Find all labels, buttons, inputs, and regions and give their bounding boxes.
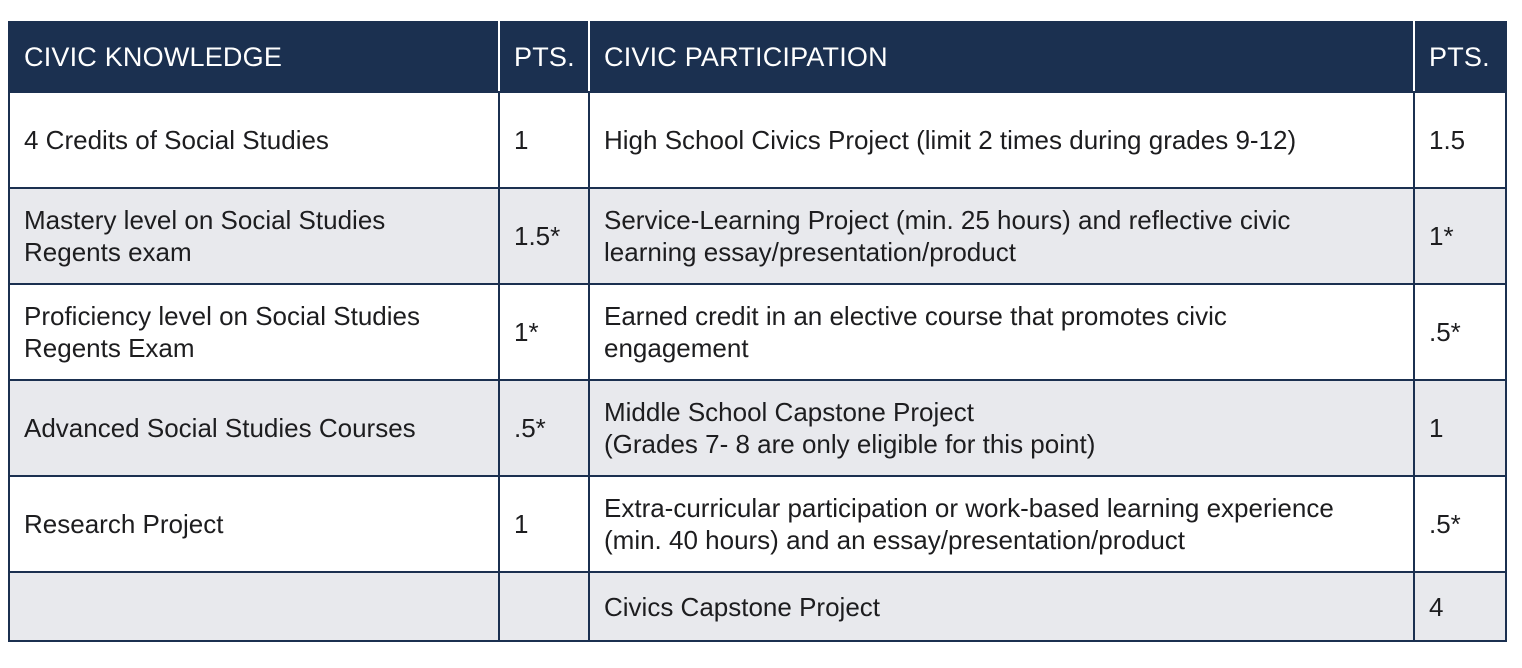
participation-cell: Service-Learning Project (min. 25 hours) and reflective civic learning essay/presentation/product: [589, 188, 1414, 284]
table-header-row: [9, 22, 1506, 92]
table-row: [9, 284, 1506, 380]
table-row: [9, 476, 1506, 572]
participation-cell: Earned credit in an elective course that promotes civic engagement: [589, 284, 1414, 380]
knowledge-cell: 4 Credits of Social Studies: [9, 92, 499, 188]
knowledge-cell: Research Project: [9, 476, 499, 572]
knowledge-points-cell: 1: [499, 476, 589, 572]
knowledge-points-cell: 1*: [499, 284, 589, 380]
table-row: [9, 92, 1506, 188]
header-civic-knowledge: CIVIC KNOWLEDGE: [9, 22, 499, 92]
header-knowledge-points: PTS.: [499, 22, 589, 92]
participation-cell: Extra-curricular participation or work-based learning experience (min. 40 hours) and an essay/presentation/product: [589, 476, 1414, 572]
participation-points-cell: 1*: [1414, 188, 1506, 284]
participation-points-cell: .5*: [1414, 476, 1506, 572]
knowledge-points-cell: [499, 572, 589, 641]
table-row: [9, 572, 1506, 641]
participation-points-cell: .5*: [1414, 284, 1506, 380]
participation-points-cell: 4: [1414, 572, 1506, 641]
table-row: [9, 380, 1506, 476]
participation-points-cell: 1: [1414, 380, 1506, 476]
knowledge-points-cell: 1: [499, 92, 589, 188]
participation-cell: High School Civics Project (limit 2 times during grades 9-12): [589, 92, 1414, 188]
participation-cell: Civics Capstone Project: [589, 572, 1414, 641]
knowledge-cell: Mastery level on Social Studies Regents exam: [9, 188, 499, 284]
header-participation-points: PTS.: [1414, 22, 1506, 92]
table-row: [9, 188, 1506, 284]
participation-cell: Middle School Capstone Project (Grades 7- 8 are only eligible for this point): [589, 380, 1414, 476]
knowledge-cell: Proficiency level on Social Studies Regents Exam: [9, 284, 499, 380]
knowledge-cell: Advanced Social Studies Courses: [9, 380, 499, 476]
knowledge-cell: [9, 572, 499, 641]
header-civic-participation: CIVIC PARTICIPATION: [589, 22, 1414, 92]
knowledge-points-cell: .5*: [499, 380, 589, 476]
civics-points-table: [8, 21, 1507, 642]
knowledge-points-cell: 1.5*: [499, 188, 589, 284]
participation-points-cell: 1.5: [1414, 92, 1506, 188]
civics-points-table-container: [8, 21, 1505, 642]
